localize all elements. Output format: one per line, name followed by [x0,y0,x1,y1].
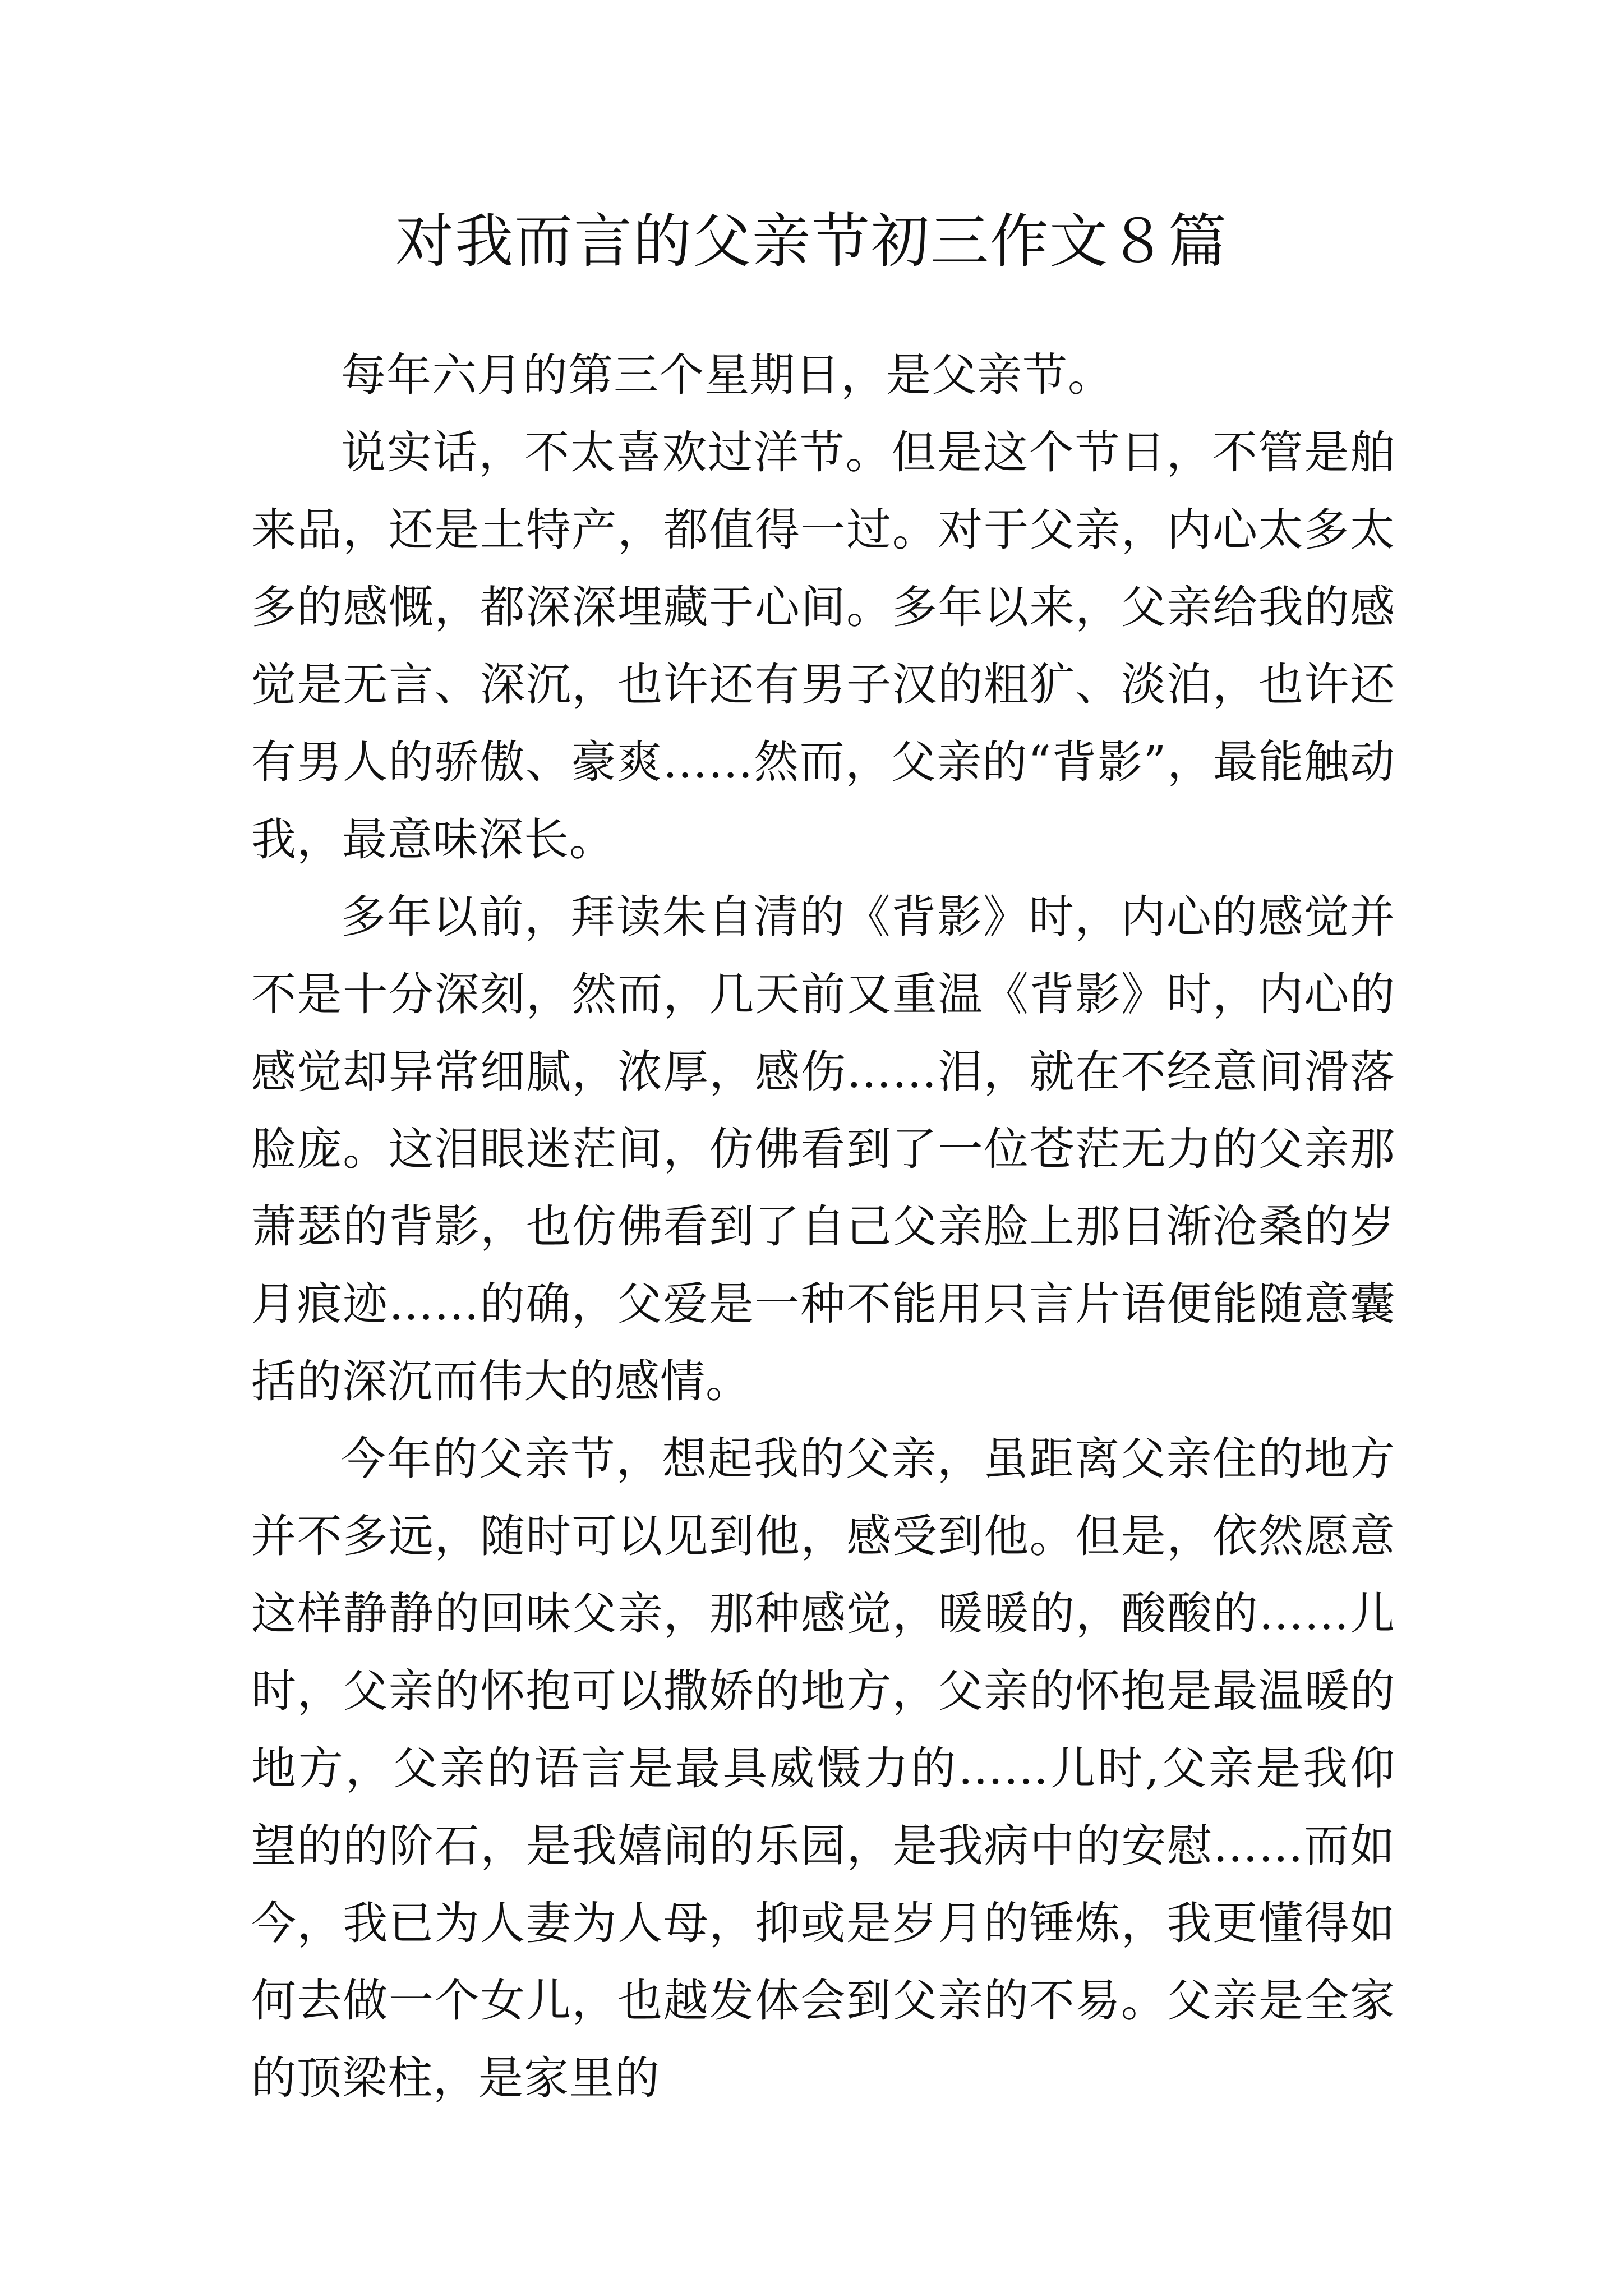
paragraph-4: 今年的父亲节，想起我的父亲，虽距离父亲住的地方并不多远，随时可以见到他，感受到他。但是，依然愿意这样静静的回味父亲，那种感觉，暖暖的，酸酸的……儿时，父亲的怀抱可以撒娇的地方，父亲的怀抱是最温暖的地方，父亲的语言是最具威慑力的……儿时,父亲是我仰望的的阶石，是我嬉闹的乐园，是我病中的安慰……而如今，我已为人妻为人母，抑或是岁月的锤炼，我更懂得如何去做一个女儿，也越发体会到父亲的不易。父亲是全家的顶梁柱，是家里的 [251,1433,1395,2104]
paragraph-1: 每年六月的第三个星期日，是父亲节。 [341,349,1113,401]
document-body [251,337,1395,2117]
paragraph-2: 说实话，不太喜欢过洋节。但是这个节日，不管是舶来品，还是土特产，都值得一过。对于父亲，内心太多太多的感慨，都深深埋藏于心间。多年以来，父亲给我的感觉是无言、深沉，也许还有男子汉的粗犷、淡泊，也许还有男人的骄傲、豪爽……然而，父亲的“背影”，最能触动我，最意味深长。 [251,426,1395,866]
document-title: 对我而言的父亲节初三作文８篇 [395,207,1228,275]
paragraph-3: 多年以前，拜读朱自清的《背影》时，内心的感觉并不是十分深刻，然而，几天前又重温《背影》时，内心的感觉却异常细腻，浓厚，感伤……泪，就在不经意间滑落脸庞。这泪眼迷茫间，仿佛看到了一位苍茫无力的父亲那萧瑟的背影，也仿佛看到了自己父亲脸上那日渐沧桑的岁月痕迹……的确，父爱是一种不能用只言片语便能随意囊括的深沉而伟大的感情。 [251,891,1395,1407]
